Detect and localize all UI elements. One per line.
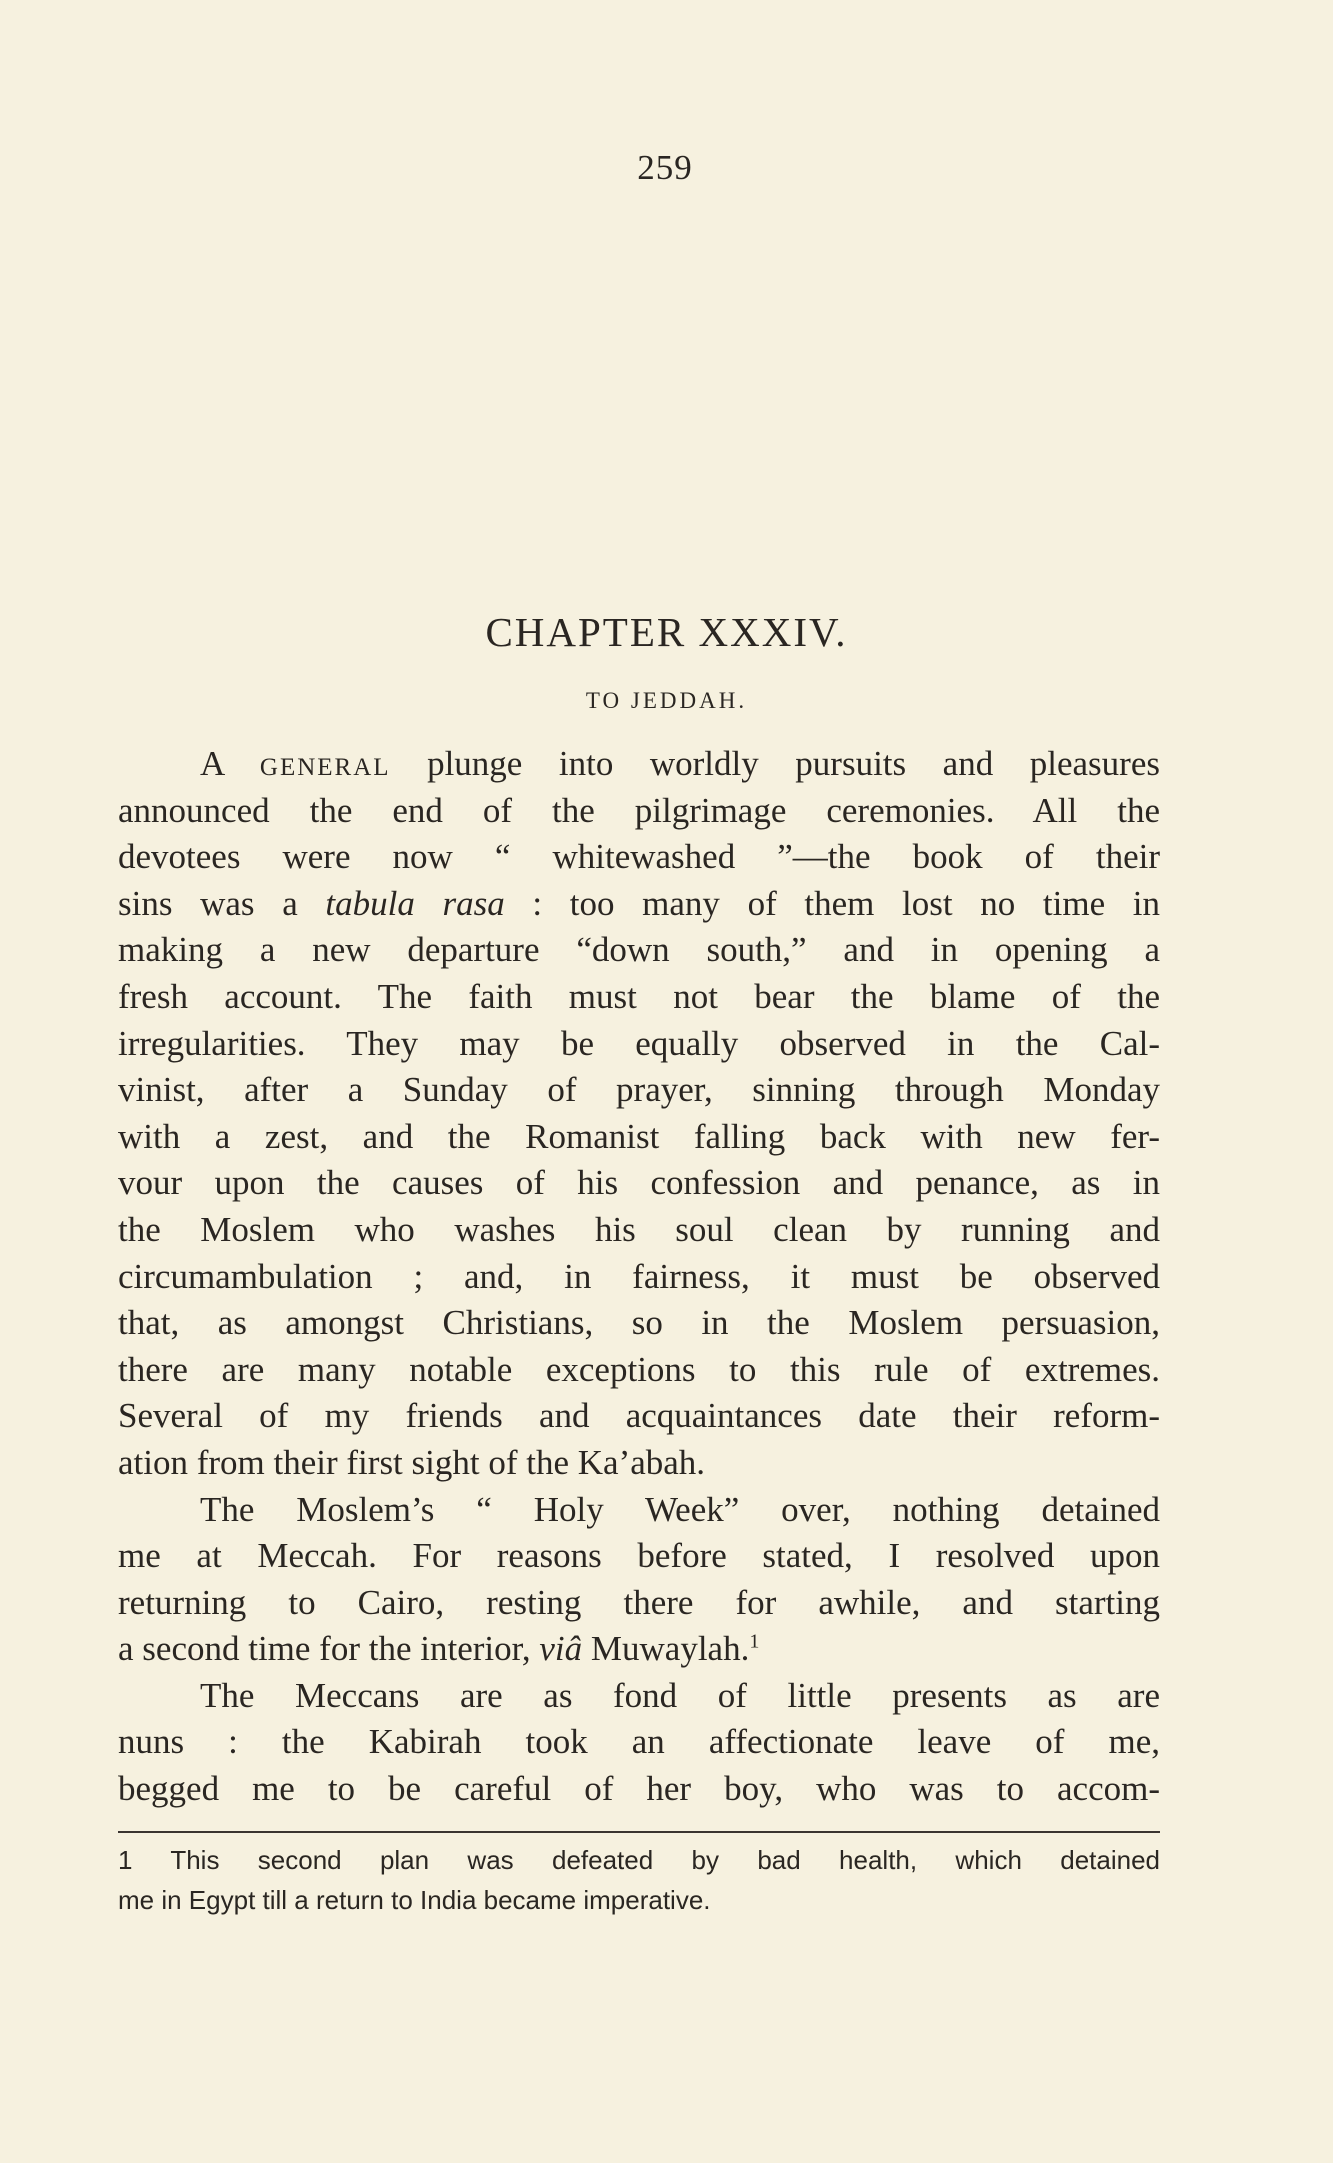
footnote-marker: 1	[749, 1630, 760, 1653]
text-line: Several of my friends and acquaintances date their reform-	[118, 1396, 1160, 1436]
text-line: vour upon the causes of his confession and penance, as in	[118, 1163, 1160, 1203]
text-line: me at Meccah. For reasons before stated, I resolved upon	[118, 1536, 1160, 1576]
text-line: irregularities. They may be equally observed in the Cal-	[118, 1023, 1160, 1063]
body-text	[118, 741, 1160, 1813]
footnote-line: 1 This second plan was defeated by bad health, which detained	[118, 1845, 1160, 1875]
text-line: vinist, after a Sunday of prayer, sinning through Monday	[118, 1070, 1160, 1110]
text-line: sins was a tabula rasa : too many of them lost no time in	[118, 883, 1160, 923]
text-line: The Moslem’s “ Holy Week” over, nothing detained	[200, 1489, 1160, 1529]
text-line: circumambulation ; and, in fairness, it must be observed	[118, 1256, 1160, 1296]
text-line: that, as amongst Christians, so in the Moslem persuasion,	[118, 1303, 1160, 1343]
text-line: fresh account. The faith must not bear the blame of the	[118, 976, 1160, 1016]
text-line: The Meccans are as fond of little presents as are	[200, 1675, 1160, 1715]
text-line: devotees were now “ whitewashed ”—the book of their	[118, 837, 1160, 877]
chapter-subtitle: TO JEDDAH.	[585, 688, 748, 713]
text-line: nuns : the Kabirah took an affectionate leave of me,	[118, 1722, 1160, 1762]
text-line: ation from their first sight of the Ka’abah.	[118, 1442, 706, 1482]
text-line: A GENERAL plunge into worldly pursuits and pleasures	[200, 744, 1160, 783]
text-line: a second time for the interior, viâ Muwaylah.$^1$	[118, 1629, 760, 1669]
text-line: with a zest, and the Romanist falling back with new fer-	[118, 1116, 1160, 1156]
footnote	[118, 1840, 1160, 1920]
text-line: making a new departure “down south,” and in opening a	[118, 930, 1160, 970]
text-line: the Moslem who washes his soul clean by running and	[118, 1209, 1160, 1249]
text-line: announced the end of the pilgrimage ceremonies. All the	[118, 790, 1160, 830]
text-line: begged me to be careful of her boy, who was to accom-	[118, 1769, 1160, 1809]
text-line: returning to Cairo, resting there for awhile, and starting	[118, 1582, 1160, 1622]
footnote-divider	[118, 1831, 1160, 1833]
text-line: there are many notable exceptions to this rule of extremes.	[118, 1349, 1160, 1389]
footnote-line: me in Egypt till a return to India became imperative.	[118, 1885, 711, 1915]
page-number: 259	[637, 148, 693, 187]
chapter-title: CHAPTER XXXIV.	[485, 609, 848, 655]
